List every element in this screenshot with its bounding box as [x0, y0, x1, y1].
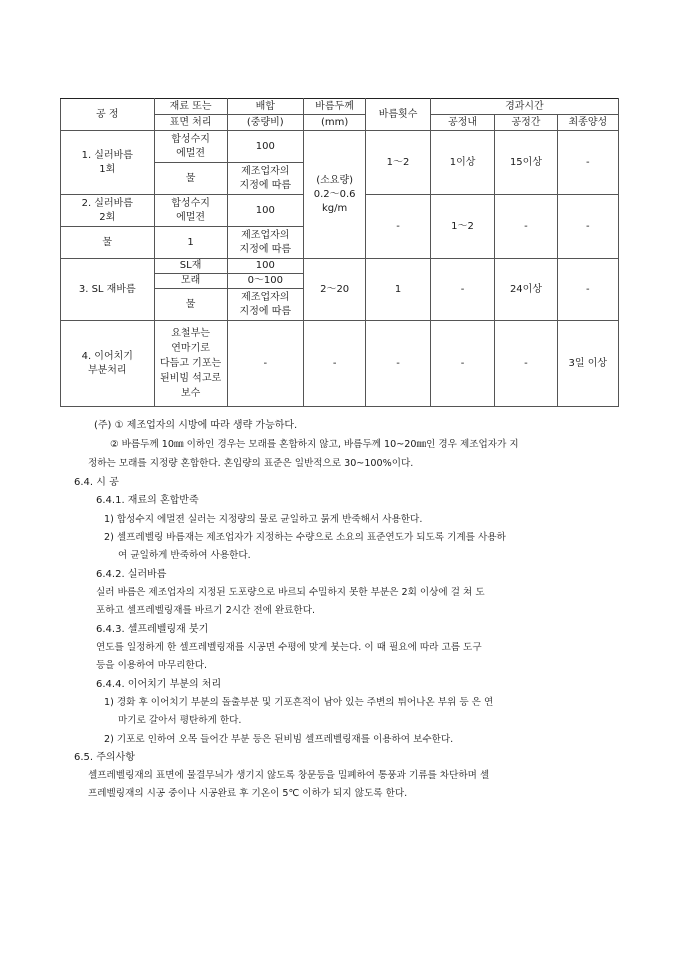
header-in-process: 공정내 — [430, 115, 495, 131]
thickness-cell: 2～20 — [303, 259, 365, 321]
process-label: 4. 이어치기 — [81, 350, 133, 362]
mix-label: 제조업자의 — [241, 291, 290, 303]
mix-label: 지정에 따름 — [239, 243, 292, 255]
mix-label: 지정에 따름 — [239, 305, 292, 317]
process-label: 2회 — [99, 211, 116, 223]
material-cell — [154, 195, 227, 227]
paragraph: 실러 바름은 제조업자의 지정된 도포량으로 바르되 수밀하지 못한 부분은 2회 이상에 걸 쳐 도 — [96, 587, 485, 598]
process-cell: 3. SL 재바름 — [61, 259, 155, 321]
between-cell: - — [495, 321, 557, 407]
thickness-label: 0.2～0.6 — [313, 188, 356, 200]
subsection-heading: 6.4.2. 실러바름 — [96, 569, 167, 580]
between-cell: 15이상 — [495, 131, 557, 195]
header-mix-2: (중량비) — [227, 115, 303, 131]
material-cell: 모래 — [154, 274, 227, 289]
material-cell: 물 — [154, 289, 227, 321]
in-process-cell: 1～2 — [430, 195, 495, 259]
material-label: 에멀젼 — [176, 211, 206, 223]
material-cell: 물 — [154, 163, 227, 195]
note-1: (주) ① 제조업자의 시방에 따라 생략 가능하다. — [94, 420, 298, 431]
paragraph: 1) 합성수지 에멀젼 실러는 지정량의 물로 균일하고 묽게 반죽해서 사용한다. — [104, 514, 423, 525]
final-cure-cell: - — [557, 131, 618, 195]
subsection-heading: 6.4.4. 이어치기 부분의 처리 — [96, 679, 222, 690]
paragraph: 마기로 갈아서 평탄하게 한다. — [118, 715, 242, 726]
mix-cell: - — [227, 321, 303, 407]
mix-cell — [227, 289, 303, 321]
mix-label: 제조업자의 — [241, 165, 290, 177]
header-coats: 바름횟수 — [366, 99, 431, 131]
coats-cell: - — [366, 321, 431, 407]
process-label: 1. 실러바름 — [81, 149, 133, 161]
section-heading: 6.4. 시 공 — [74, 477, 119, 488]
between-cell: - — [495, 195, 557, 259]
thickness-shared-cell — [303, 131, 365, 259]
header-thickness-1: 바름두께 — [303, 99, 365, 115]
material-label: 합성수지 — [171, 197, 210, 209]
material-cell — [154, 321, 227, 407]
mix-label: 제조업자의 — [241, 229, 290, 241]
material-label: 에멀젼 — [176, 147, 206, 159]
header-elapsed: 경과시간 — [430, 99, 618, 115]
material-label: 연마기로 — [171, 343, 210, 354]
mix-cell: 0～100 — [227, 274, 303, 289]
mix-cell — [227, 163, 303, 195]
paragraph: 여 균일하게 반죽하여 사용한다. — [118, 550, 251, 561]
process-label: 2. 실러바름 — [81, 197, 133, 209]
final-cure-cell: - — [557, 195, 618, 259]
header-mix-1: 배합 — [227, 99, 303, 115]
coats-cell: 1～2 — [366, 131, 431, 195]
paragraph: 셀프레벨링재의 표면에 물결무늬가 생기지 않도록 창문등을 밀폐하여 통풍과 기류를 차단하며 셀 — [88, 770, 490, 781]
process-cell: 물 — [61, 227, 155, 259]
paragraph: 연도를 일정하게 한 셀프레벨링재를 시공면 수평에 맞게 붓는다. 이 때 필요에 따라 고름 도구 — [96, 642, 482, 653]
mix-cell: 100 — [227, 131, 303, 163]
process-label: 1회 — [99, 163, 116, 175]
material-label: 요철부는 — [171, 328, 210, 339]
coats-cell: - — [366, 195, 431, 259]
paragraph: 프레벨링재의 시공 중이나 시공완료 후 기온이 5℃ 이하가 되지 않도록 한다. — [88, 788, 408, 799]
process-cell — [61, 131, 155, 195]
mix-label: 지정에 따름 — [239, 179, 292, 191]
material-label: 보수 — [180, 388, 201, 399]
material-label: 다듬고 기포는 — [160, 358, 222, 369]
thickness-label: (소요량) — [316, 174, 354, 186]
header-process: 공 정 — [61, 99, 155, 131]
subsection-heading: 6.4.3. 셀프레벨링재 붓기 — [96, 624, 209, 635]
mix-cell: 100 — [227, 195, 303, 227]
mix-proportion-table — [60, 98, 619, 407]
section-heading: 6.5. 주의사항 — [74, 752, 135, 763]
material-label: 된비빔 석고로 — [160, 373, 222, 384]
paragraph: 포하고 셀프레벨링재를 바르기 2시간 전에 완료한다. — [96, 605, 316, 616]
header-final-cure: 최종양성 — [557, 115, 618, 131]
final-cure-cell: 3일 이상 — [557, 321, 618, 407]
header-thickness-2: (mm) — [303, 115, 365, 131]
note-2-cont: 정하는 모래를 지정량 혼합한다. 혼입량의 표준은 일반적으로 30~100%이다. — [88, 458, 414, 469]
material-cell: SL재 — [154, 259, 227, 274]
paragraph: 1) 경화 후 이어치기 부분의 돌출부분 및 기포흔적이 남아 있는 주변의 튀어나온 부위 등 은 연 — [104, 697, 494, 708]
material-cell: 1 — [154, 227, 227, 259]
in-process-cell: 1이상 — [430, 131, 495, 195]
material-cell — [154, 131, 227, 163]
header-material-2: 표면 처리 — [154, 115, 227, 131]
in-process-cell: - — [430, 259, 495, 321]
final-cure-cell: - — [557, 259, 618, 321]
mix-cell: 100 — [227, 259, 303, 274]
paragraph: 2) 셀프레벨링 바름재는 제조업자가 지정하는 수량으로 소요의 표준연도가 되도록 기계를 사용하 — [104, 532, 506, 543]
header-material-1: 재료 또는 — [154, 99, 227, 115]
material-label: 합성수지 — [171, 133, 210, 145]
paragraph: 등을 이용하여 마무리한다. — [96, 660, 208, 671]
thickness-cell: - — [303, 321, 365, 407]
coats-cell: 1 — [366, 259, 431, 321]
thickness-label: kg/m — [322, 202, 348, 214]
note-2: ② 바름두께 10㎜ 이하인 경우는 모래를 혼합하지 않고, 바름두께 10~20㎜인 경우 제조업자가 지 — [110, 439, 519, 450]
process-label: 부분처리 — [87, 364, 127, 376]
header-between: 공정간 — [495, 115, 557, 131]
paragraph: 2) 기포로 인하여 오목 들어간 부분 등은 된비빔 셀프레벨링재를 이용하여 보수한다. — [104, 734, 454, 745]
process-cell — [61, 195, 155, 227]
process-cell — [61, 321, 155, 407]
between-cell: 24이상 — [495, 259, 557, 321]
subsection-heading: 6.4.1. 재료의 혼합반죽 — [96, 495, 199, 506]
in-process-cell: - — [430, 321, 495, 407]
mix-cell — [227, 227, 303, 259]
